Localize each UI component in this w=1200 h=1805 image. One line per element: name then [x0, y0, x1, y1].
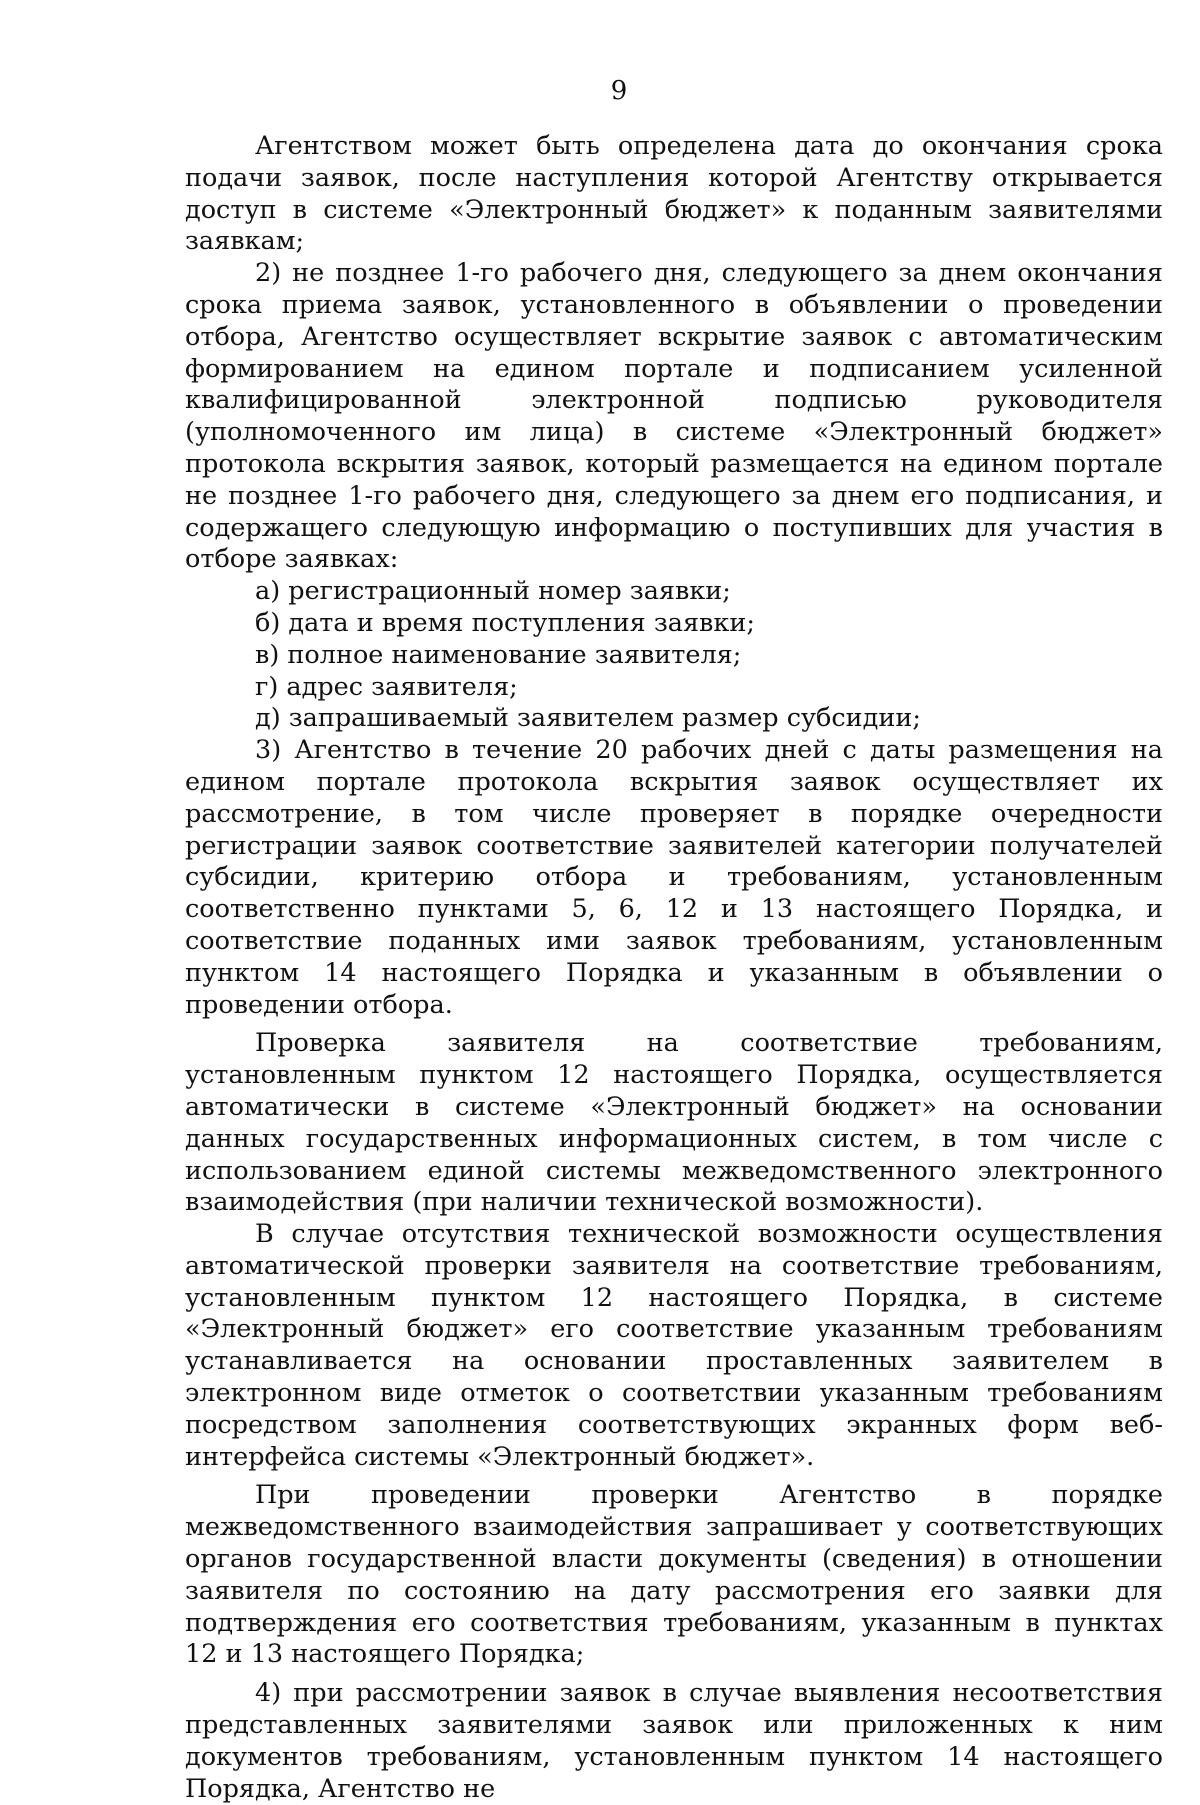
paragraph-manual-check: В случае отсутствия технической возможности осуществления автоматической проверки заявителя на соответствие требованиям, установленным пунктом 12 настоящего Порядка, в системе «Электронный бюджет» его соответствие указанным требованиям устанавливается на основании проставленных заявителем в электронном виде отметок о соответствии указанным требованиям посредством заполнения соответствующих экранных форм веб-интерфейса системы «Электронный бюджет».: [185, 1219, 1163, 1472]
paragraph-announcement-date: Агентством может быть определена дата до окончания срока подачи заявок, после наступления которой Агентству открывается доступ в системе «Электронный бюджет» к поданным заявителями заявкам;: [185, 131, 1163, 257]
paragraph-interagency-request: При проведении проверки Агентство в порядке межведомственного взаимодействия запрашивает у соответствующих органов государственной власти документы (сведения) в отношении заявителя по состоянию на дату рассмотрения его заявки для подтверждения его соответствия требованиям, указанным в пунктах 12 и 13 настоящего Порядка;: [185, 1480, 1163, 1670]
document-body: [185, 131, 1163, 1805]
paragraph-item-2-opening: 2) не позднее 1-го рабочего дня, следующего за днем окончания срока приема заявок, установленного в объявлении о проведении отбора, Агентство осуществляет вскрытие заявок с автоматическим формированием на едином портале и подписанием усиленной квалифицированной электронной подписью руководителя (уполномоченного им лица) в системе «Электронный бюджет» протокола вскрытия заявок, который размещается на едином портале не позднее 1-го рабочего дня, следующего за днем его подписания, и содержащего следующую информацию о поступивших для участия в отборе заявках:: [185, 258, 1163, 575]
page-number: 9: [610, 76, 628, 106]
list-item-registration-number: а) регистрационный номер заявки;: [255, 576, 731, 607]
list-item-receipt-datetime: б) дата и время поступления заявки;: [255, 607, 755, 638]
list-item-subsidy-amount: д) запрашиваемый заявителем размер субсидии;: [255, 703, 921, 734]
paragraph-item-3-review: 3) Агентство в течение 20 рабочих дней с даты размещения на едином портале протокола вскрытия заявок осуществляет их рассмотрение, в том числе проверяет в порядке очередности регистрации заявок соответствие заявителей категории получателей субсидии, критерию отбора и требованиям, установленным соответственно пунктами 5, 6, 12 и 13 настоящего Порядка, и соответствие поданных ими заявок требованиям, установленным пунктом 14 настоящего Порядка и указанным в объявлении о проведении отбора.: [185, 735, 1163, 1020]
paragraph-item-4-nonconformity: 4) при рассмотрении заявок в случае выявления несоответствия представленных заявителями заявок или приложенных к ним документов требованиям, установленным пунктом 14 настоящего Порядка, Агентство не: [185, 1678, 1163, 1804]
list-item-applicant-name: в) полное наименование заявителя;: [255, 639, 742, 670]
paragraph-automatic-check: Проверка заявителя на соответствие требованиям, установленным пунктом 12 настоящего Порядка, осуществляется автоматически в системе «Электронный бюджет» на основании данных государственных информационных систем, в том числе с использованием единой системы межведомственного электронного взаимодействия (при наличии технической возможности).: [185, 1028, 1163, 1218]
list-item-applicant-address: г) адрес заявителя;: [255, 671, 518, 702]
